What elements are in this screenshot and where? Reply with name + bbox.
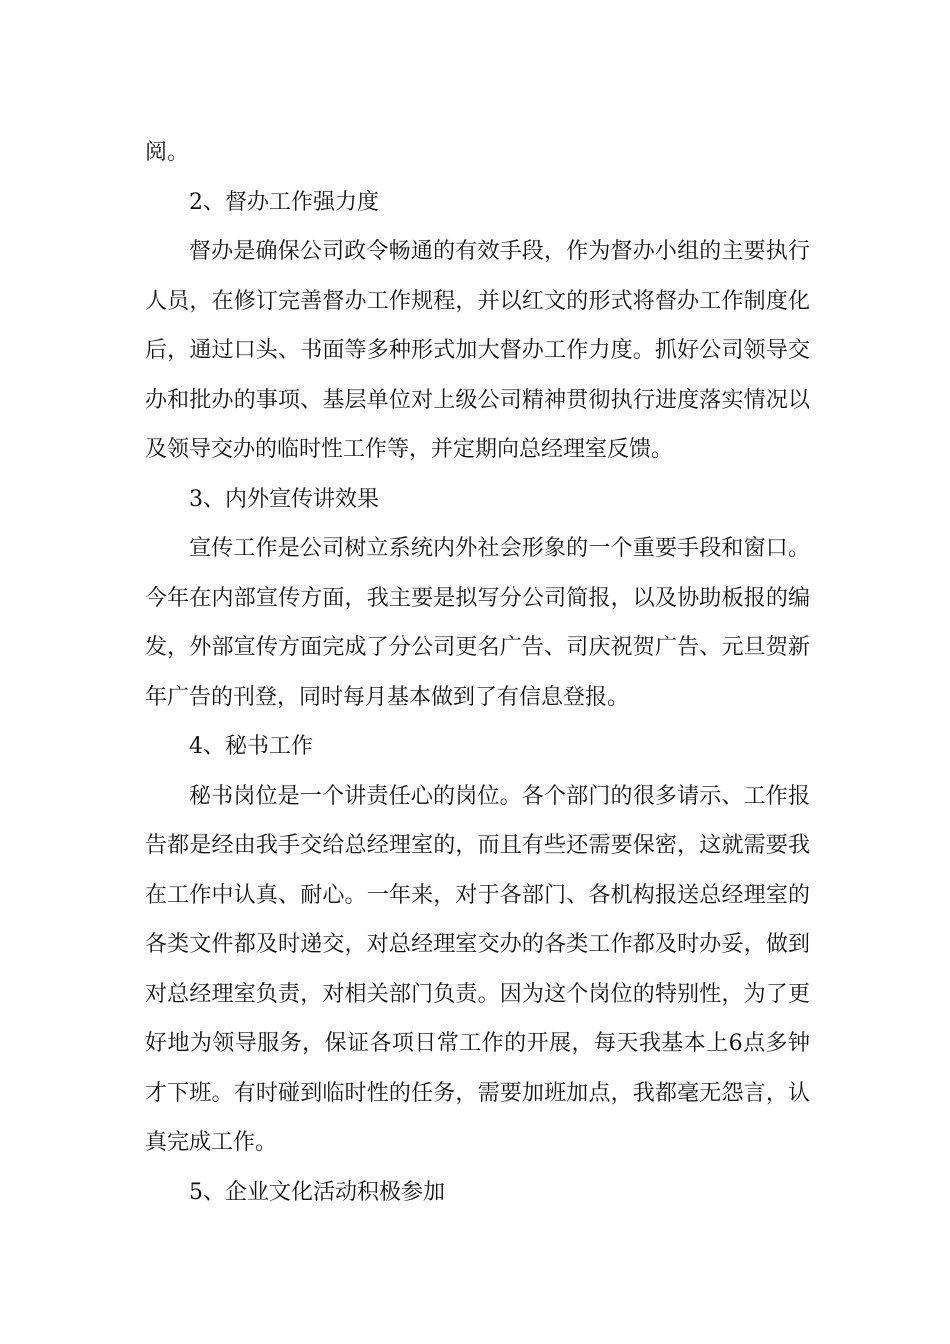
paragraph-secretary: 秘书岗位是一个讲责任心的岗位。各个部门的很多请示、工作报告都是经由我手交给总经理室的，而且有些还需要保密，这就需要我在工作中认真、耐心。一年来，对于各部门、各机构报送总经理室的各类文件都及时递交，对总经理室交办的各类工作都及时办妥，做到对总经理室负责，对相关部门负责。因为这个岗位的特别性，为了更好地为领导服务，保证各项日常工作的开展，每天我基本上6点多钟才下班。有时碰到临时性的任务，需要加班加点，我都毫无怨言，认真完成工作。: [145, 783, 810, 1155]
section-heading-3: 3、内外宣传讲效果: [189, 486, 379, 512]
paragraph-continuation: 阅。: [145, 140, 190, 165]
section-heading-5: 5、企业文化活动积极参加: [189, 1179, 445, 1205]
paragraph-supervision: 督办是确保公司政令畅通的有效手段，作为督办小组的主要执行人员，在修订完善督办工作规程，并以红文的形式将督办工作制度化后，通过口头、书面等多种形式加大督办工作力度。抓好公司领导交办和批办的事项、基层单位对上级公司精神贯彻执行进度落实情况以及领导交办的临时性工作等，并定期向总经理室反馈。: [145, 239, 810, 462]
paragraph-publicity: 宣传工作是公司树立系统内外社会形象的一个重要手段和窗口。今年在内部宣传方面，我主要是拟写分公司简报，以及协助板报的编发，外部宣传方面完成了分公司更名广告、司庆祝贺广告、元旦贺新年广告的刊登，同时每月基本做到了有信息登报。: [145, 536, 810, 710]
section-heading-4: 4、秘书工作: [189, 734, 313, 759]
section-heading-2: 2、督办工作强力度: [189, 189, 379, 215]
document-body: [145, 128, 810, 1217]
